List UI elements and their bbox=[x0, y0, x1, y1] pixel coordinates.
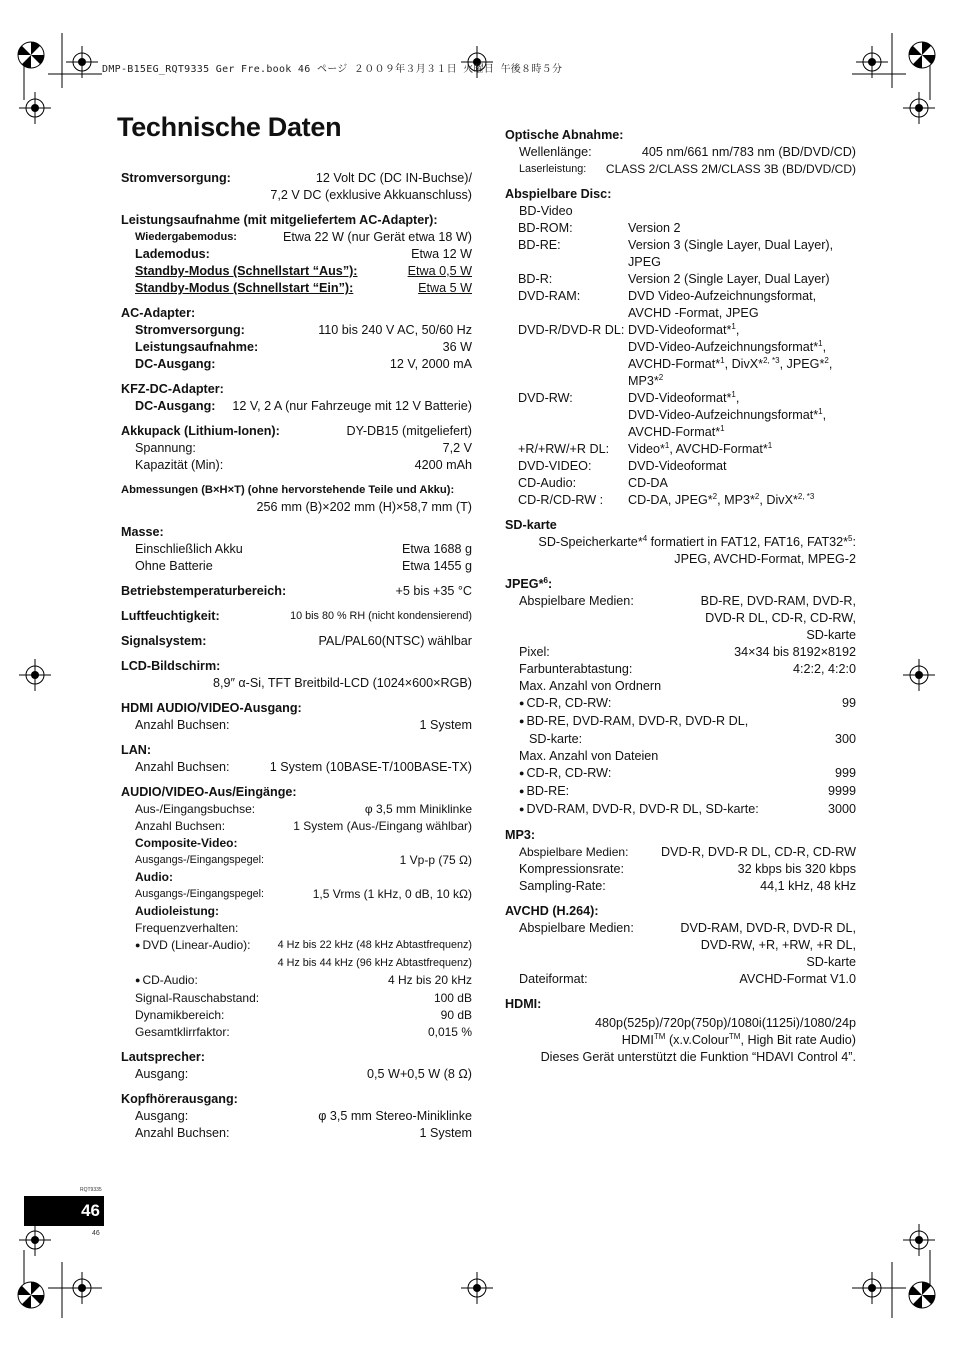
file-header: DMP-B15EG_RQT9335 Ger Fre.book 46 ページ ２００９年３月３１日 火曜日 午後８時５分 bbox=[102, 64, 563, 75]
section-leistungsaufnahme: Leistungsaufnahme (mit mitgeliefertem AC-Adapter): Wiedergabemodus: Etwa 22 W (nur Gerät etwa 18 W) Lademodus: Etwa 12 W Standby-Modus (Schnellstart “Aus”): Etwa 0,5 W Standby-Modus (Schnellstart “Ein”): Etwa 5 W bbox=[121, 213, 472, 295]
section-mp3: MP3: Abspielbare Medien: DVD-R, DVD-R DL, CD-R, CD-RW Kompressionsrate: 32 kbps bis 320 kbps Sampling-Rate: 44,1 kHz, 48 kHz bbox=[505, 828, 856, 893]
page-title: Technische Daten bbox=[117, 112, 342, 142]
section-signalsystem: Signalsystem: PAL/PAL60(NTSC) wählbar bbox=[121, 634, 472, 648]
section-akkupack: Akkupack (Lithium-Ionen): DY-DB15 (mitgeliefert) Spannung: 7,2 V Kapazität (Min): 4200 mAh bbox=[121, 424, 472, 472]
section-abmessungen: Abmessungen (B×H×T) (ohne hervorstehende Teile und Akku): 256 mm (B)×202 mm (H)×58,7 mm (T) bbox=[121, 484, 472, 514]
section-masse: Masse: Einschließlich Akku Etwa 1688 g Ohne Batterie Etwa 1455 g bbox=[121, 525, 472, 573]
page-number-small: 46 bbox=[92, 1230, 100, 1237]
section-kopfhoerer: Kopfhörerausgang: Ausgang: φ 3,5 mm Stereo-Miniklinke Anzahl Buchsen: 1 System bbox=[121, 1092, 472, 1140]
section-avchd: AVCHD (H.264): Abspielbare Medien: DVD-RAM, DVD-R, DVD-R DL, DVD-RW, +R, +RW, +R DL, SD-karte Dateiformat: AVCHD-Format V1.0 bbox=[505, 904, 856, 986]
section-kfz-dc-adapter: KFZ-DC-Adapter: DC-Ausgang: 12 V, 2 A (nur Fahrzeuge mit 12 V Batterie) bbox=[121, 382, 472, 413]
document-code: RQT9335 bbox=[80, 1187, 102, 1193]
section-abspielbare-disc: Abspielbare Disc: BD-Video BD-ROM: Version 2 BD-RE: Version 3 (Single Layer, Dual Layer), JPEG BD-R: Version 2 (Single Layer, Dual Layer) DVD-RAM: DVD Video-Aufzeichnungsformat, AVCHD -Format, JPEG DVD-R/DVD-R DL: DVD-Videoformat*$^1$, DVD-Video-Aufzeichnungsformat*$^1$, AVCHD-Format*$^1$, DivX*$^{2, *3}$, JPEG*$^2$, MP3*$^2$ DVD-RW: DVD-Videoformat*$^1$, DVD-Video-Aufzeichnungsformat*$^1$, AVCHD-Format*$^1$ +R/+RW/+R DL: Video*$^1$, AVCHD-Format*$^1$ DVD-VIDEO: DVD-Videoformat CD-Audio: CD-DA CD-R/CD-RW : CD-DA, JPEG*$^2$, MP3*$^2$, DivX*$^{2, *3}$ bbox=[505, 187, 834, 507]
right-column bbox=[505, 127, 856, 1074]
section-jpeg: JPEG*$^6$: Abspielbare Medien: BD-RE, DVD-RAM, DVD-R, DVD-R DL, CD-R, CD-RW, SD-karte Pixel: 34×34 bis 8192×8192 Farbunterabtastung: 4:2:2, 4:2:0 Max. Anzahl von Ordnern ● CD-R, CD-RW: 99 ● BD-RE, DVD-RAM, DVD-R, DVD-R DL, SD-karte: 300 Max. Anzahl von Dateien ● CD-R, CD-RW: 999 ● BD-RE: 9999 ● DVD-RAM, DVD-R, DVD-R DL, SD-karte: 3000 bbox=[505, 576, 856, 819]
section-temperatur: Betriebstemperaturbereich: +5 bis +35 °C bbox=[121, 584, 472, 598]
section-sd-karte: SD-karte SD-Speicherkarte*$^4$ formatiert in FAT12, FAT16, FAT32*$^5$: JPEG, AVCHD-Format, MPEG-2 bbox=[505, 518, 856, 566]
section-lcd: LCD-Bildschirm: 8,9″ α-Si, TFT Breitbild-LCD (1024×600×RGB) bbox=[121, 659, 472, 690]
section-lautsprecher: Lautsprecher: Ausgang: 0,5 W+0,5 W (8 Ω) bbox=[121, 1050, 472, 1081]
section-audio-video: AUDIO/VIDEO-Aus/Eingänge: Aus-/Eingangsbuchse: φ 3,5 mm Miniklinke Anzahl Buchsen: 1 System (Aus-/Eingang wählbar) Composite-Video: Ausgangs-/Eingangspegel: 1 Vp-p (75 Ω) Audio: Ausgangs-/Eingangspegel: 1,5 Vrms (1 kHz, 0 dB, 10 kΩ) Audioleistung: Frequenzverhalten: ● DVD (Linear-Audio): 4 Hz bis 22 kHz (48 kHz Abtastfrequenz) 4 Hz bis 44 kHz (96 kHz Abtastfrequenz) ● CD-Audio: 4 Hz bis 20 kHz Signal-Rauschabstand: 100 dB Dynamikbereich: 90 dB Gesamtklirrfaktor: 0,015 % bbox=[121, 784, 472, 1041]
section-hdmi-av: HDMI AUDIO/VIDEO-Ausgang: Anzahl Buchsen: 1 System bbox=[121, 701, 472, 732]
section-lan: LAN: Anzahl Buchsen: 1 System (10BASE-T/100BASE-TX) bbox=[121, 743, 472, 774]
section-stromversorgung: Stromversorgung: 12 Volt DC (DC IN-Buchse)/ 7,2 V DC (exklusive Akkuanschluss) bbox=[121, 171, 472, 202]
section-ac-adapter: AC-Adapter: Stromversorgung: 110 bis 240 V AC, 50/60 Hz Leistungsaufnahme: 36 W DC-Ausgang: 12 V, 2000 mA bbox=[121, 306, 472, 371]
left-column bbox=[121, 170, 472, 1150]
section-optische-abnahme: Optische Abnahme: Wellenlänge: 405 nm/661 nm/783 nm (BD/DVD/CD) Laserleistung: CLASS 2/CLASS 2M/CLASS 3B (BD/DVD/CD) bbox=[505, 128, 856, 176]
page-number-tab: 46 bbox=[24, 1196, 104, 1226]
section-hdmi: HDMI: 480p(525p)/720p(750p)/1080i(1125i)/1080/24p HDMI™ (x.v.Colour™, High Bit rate Audio) Dieses Gerät unterstützt die Funktion “HDAVI Control 4”. bbox=[505, 997, 856, 1064]
section-luftfeuchtigkeit: Luftfeuchtigkeit: 10 bis 80 % RH (nicht kondensierend) bbox=[121, 609, 472, 623]
